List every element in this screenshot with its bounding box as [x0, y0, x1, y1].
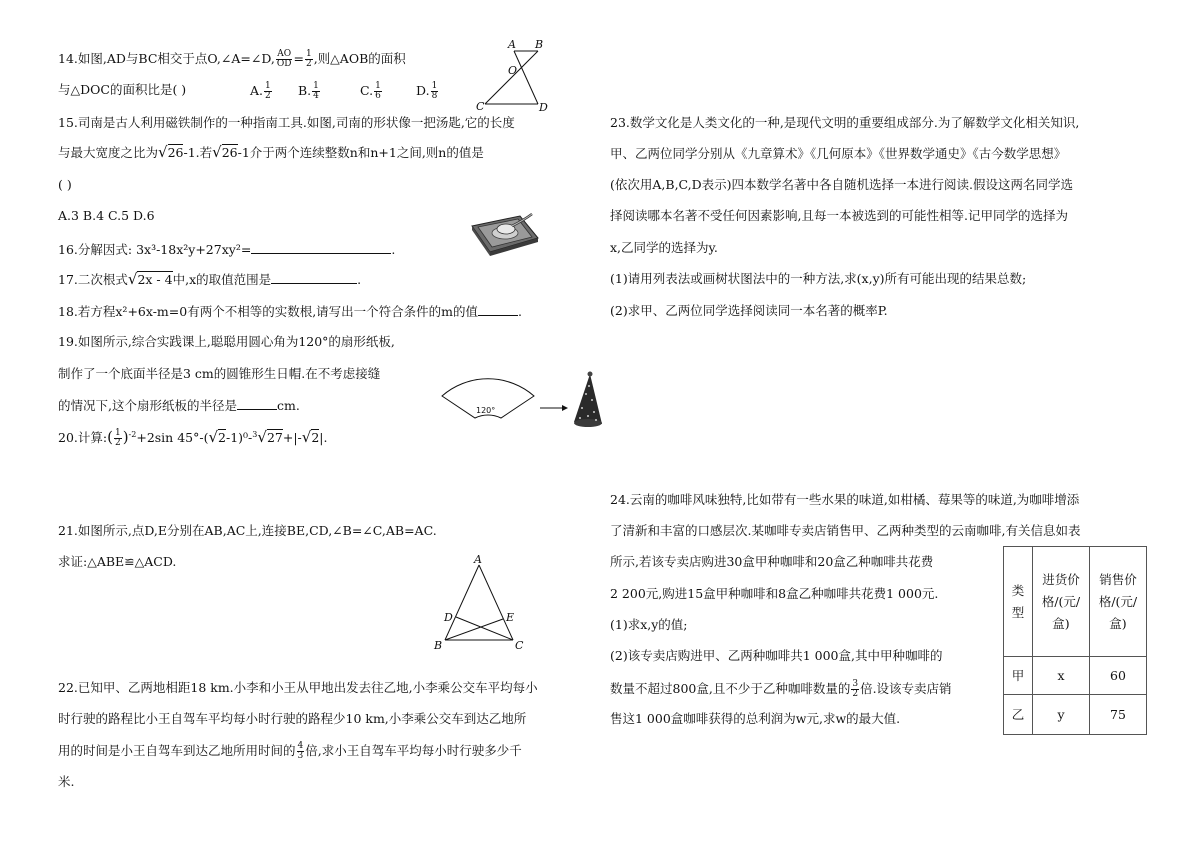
q23-line5: x,乙同学的选择为y.	[610, 240, 718, 255]
table-row	[1004, 547, 1147, 657]
q14-figure	[472, 38, 556, 114]
q24-line3: 所示,若该专卖店购进30盒甲种咖啡和20盒乙种咖啡共花费	[610, 554, 934, 569]
q23-line7: (2)求甲、乙两位同学选择阅读同一本名著的概率P.	[610, 303, 888, 318]
q24-line1: 24.云南的咖啡风味独特,比如带有一些水果的味道,如柑橘、莓果等的味道,为咖啡增添	[610, 492, 1080, 507]
q15-line2: 与最大宽度之比为√26-1.若√26-1介于两个连续整数n和n+1之间,则n的值是	[58, 143, 484, 161]
q23-line3: (依次用A,B,C,D表示)四本数学名著中各自随机选择一本进行阅读.假设这两名同学选	[610, 177, 1074, 192]
q19-line2: 制作了一个底面半径是3 cm的圆锥形生日帽.在不考虑接缝	[58, 366, 381, 381]
ao-od-fraction: $\frac{AO}{OD}$	[276, 49, 292, 69]
q22-line1: 22.已知甲、乙两地相距18 km.小李和小王从甲地出发去往乙地,小李乘公交车平均每小	[58, 680, 538, 695]
q22-line4: 米.	[58, 774, 75, 789]
q14-option-b: B. $\frac{1}{4}$	[298, 81, 319, 101]
sinan-compass-image	[468, 204, 542, 256]
header-sell-price: 销售价 格/(元/ 盒)	[1090, 547, 1147, 657]
q24-line4: 2 200元,购进15盒甲种咖啡和8盒乙种咖啡共花费1 000元.	[610, 586, 939, 601]
q14-option-a: A. $\frac{1}{2}$	[250, 81, 271, 101]
q14-option-b-frac: $\frac{1}{4}$	[313, 81, 319, 101]
q14-option-d-frac: $\frac{1}{8}$	[431, 81, 438, 101]
q19-line1: 19.如图所示,综合实践课上,聪聪用圆心角为120°的扇形纸板,	[58, 334, 395, 349]
q14-option-d: D. $\frac{1}{8}$	[416, 81, 438, 101]
fig21-label-b: B	[434, 639, 443, 652]
radicand-2-a: 2	[218, 430, 226, 445]
q23-line2: 甲、乙两位同学分别从《九章算术》《几何原本》《世界数学通史》《古今数学思想》	[610, 146, 1067, 161]
three-halves-fraction: $\frac{3}{2}$	[852, 679, 859, 699]
q21-line1: 21.如图所示,点D,E分别在AB,AC上,连接BE,CD,∠B=∠C,AB=AC.	[58, 523, 437, 538]
sqrt-sign-2: √	[212, 143, 222, 161]
cube-root-index: 3	[252, 429, 258, 439]
q20-half-frac: $\frac{1}{2}$	[114, 428, 121, 448]
q21-figure	[432, 553, 526, 653]
q23-line1: 23.数学文化是人类文化的一种,是现代文明的重要组成部分.为了解数学文化相关知识,	[610, 115, 1080, 130]
radicand-26-a: 26	[167, 145, 184, 160]
four-thirds-fraction: $\frac{4}{3}$	[297, 741, 304, 761]
q18-line: 18.若方程x²+6x-m=0有两个不相等的实数根,请写出一个符合条件的m的值 .	[58, 304, 523, 319]
q18-answer-blank[interactable]	[478, 303, 518, 316]
q14-line2: 与△DOC的面积比是( )	[58, 82, 187, 97]
radicand-2-b: 2	[311, 430, 320, 445]
q24-line6: (2)该专卖店购进甲、乙两种咖啡共1 000盒,其中甲种咖啡的	[610, 648, 943, 663]
radicand-26-b: 26	[221, 145, 238, 160]
sqrt-sign-4: √	[208, 428, 219, 446]
q22-line2: 时行驶的路程比小王自驾车平均每小时行驶的路程少10 km,小李乘公交车到达乙地所	[58, 711, 527, 726]
q15-line3: ( )	[58, 177, 72, 192]
q24-line7: 数量不超过800盒,且不少于乙种咖啡数量的 $\frac{3}{2}$ 倍.设该专卖店销	[610, 679, 952, 699]
row2-buy: y	[1033, 695, 1090, 735]
sqrt-sign-5: √	[301, 428, 312, 446]
fig19-angle-label: 120°	[476, 406, 496, 415]
fig21-label-a: A	[474, 553, 482, 566]
table-row	[1004, 695, 1147, 735]
sqrt-sign-1: √	[158, 143, 168, 161]
radicand-2x-4: 2x - 4	[137, 272, 173, 287]
q15-options: A.3 B.4 C.5 D.6	[58, 208, 155, 223]
q17-answer-blank[interactable]	[271, 271, 357, 284]
row2-sell: 75	[1090, 695, 1147, 735]
q23-line6: (1)请用列表法或画树状图法中的一种方法,求(x,y)所有可能出现的结果总数;	[610, 271, 1027, 286]
q19-figure	[436, 370, 620, 434]
paren-close: )	[122, 428, 129, 446]
cbrt-sign: √	[257, 428, 267, 446]
radicand-27: 27	[266, 430, 283, 445]
fig14-label-d: D	[539, 101, 548, 114]
q19-line3: 的情况下,这个扇形纸板的半径是 cm.	[58, 398, 300, 413]
one-half-fraction: $\frac{1}{2}$	[305, 49, 312, 69]
fig21-label-e: E	[506, 611, 515, 624]
sqrt-sign-3: √	[127, 270, 138, 288]
q24-line2: 了清新和丰富的口感层次.某咖啡专卖店销售甲、乙两种类型的云南咖啡,有关信息如表	[610, 523, 1081, 538]
q16-answer-blank[interactable]	[251, 241, 391, 254]
row1-buy: x	[1033, 657, 1090, 695]
q21-line2: 求证:△ABE≌△ACD.	[58, 554, 177, 569]
fig14-label-b: B	[535, 38, 544, 51]
q19-answer-blank[interactable]	[237, 397, 277, 410]
row1-sell: 60	[1090, 657, 1147, 695]
fig14-label-c: C	[476, 100, 485, 113]
q14-line1: 14.如图,AD与BC相交于点O,∠A=∠D, $\frac{AO}{OD}$ = $\frac{1}{2}$ ,则△AOB的面积	[58, 49, 406, 69]
q23-line4: 择阅读哪本名著不受任何因素影响,且每一本被选到的可能性相等.记甲同学的选择为	[610, 208, 1068, 223]
q14-option-a-frac: $\frac{1}{2}$	[265, 81, 271, 101]
q14-option-c: C. $\frac{1}{6}$	[360, 81, 381, 101]
q14-option-c-frac: $\frac{1}{6}$	[375, 81, 381, 101]
q24-line8: 售这1 000盒咖啡获得的总利润为w元,求w的最大值.	[610, 711, 901, 726]
header-type: 类 型	[1004, 547, 1033, 657]
q24-line5: (1)求x,y的值;	[610, 617, 688, 632]
q16-line: 16.分解因式: 3x³-18x²y+27xy²= .	[58, 242, 396, 257]
coffee-price-table	[1003, 546, 1147, 735]
q22-line3: 用的时间是小王自驾车到达乙地所用时间的 $\frac{4}{3}$ 倍,求小王自驾车平均每小时行驶多少千	[58, 741, 522, 761]
table-row	[1004, 657, 1147, 695]
row1-type: 甲	[1004, 657, 1033, 695]
fig21-label-d: D	[444, 611, 453, 624]
paren-open: (	[107, 428, 113, 446]
q17-line: 17.二次根式√2x - 4中,x的取值范围是 .	[58, 270, 362, 288]
row2-type: 乙	[1004, 695, 1033, 735]
fig14-label-o: O	[508, 64, 518, 77]
header-buy-price: 进货价 格/(元/ 盒)	[1033, 547, 1090, 657]
q15-line1: 15.司南是古人利用磁铁制作的一种指南工具.如图,司南的形状像一把汤匙,它的长度	[58, 115, 515, 130]
fig21-label-c: C	[515, 639, 524, 652]
q20-exponent: -2	[128, 429, 137, 439]
q20-line: 20.计算:( $\frac{1}{2}$ )$^{-2}$+2sin 45°-(√2-1)⁰-$^3$√27+|-√2|.	[58, 428, 328, 448]
fig14-label-a: A	[508, 38, 516, 51]
